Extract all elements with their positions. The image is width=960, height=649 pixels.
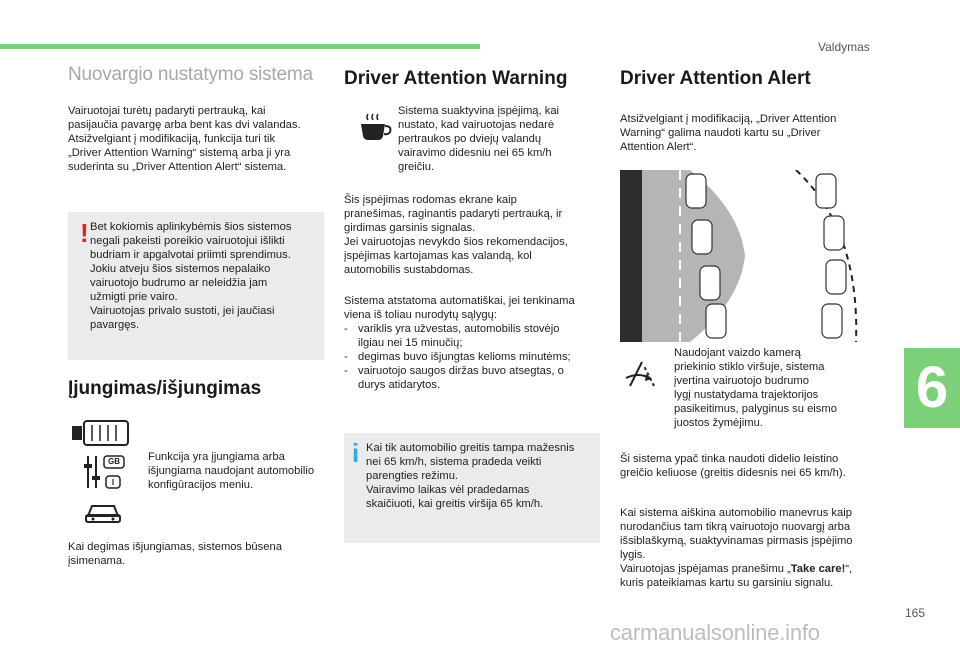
high-speed-suitability-text: Ši sistema ypač tinka naudoti didelio leistino greičio keliuose (greitis didesnis nei 65 km/h). bbox=[620, 453, 846, 479]
page-title-fatigue-detection: Nuovargio nustatymo sistema bbox=[68, 64, 313, 85]
section-header: Valdymas bbox=[818, 40, 870, 54]
camera-assessment-text: Naudojant vaizdo kamerą priekinio stiklo viršuje, sistema įvertina vairuotojo budrumo lygį nustatydama trajektorijos pasikeitimus, palyginus su eismo juostos žymėjimu. bbox=[674, 347, 837, 429]
ignition-memory-text: Kai degimas išjungiamas, sistemos būsena įsimenama. bbox=[68, 541, 282, 567]
car-icon bbox=[84, 498, 122, 526]
condition-bullet: - bbox=[344, 323, 348, 335]
warning-icon: ! bbox=[80, 218, 89, 248]
info-text: Kai tik automobilio greitis tampa mažesnis nei 65 km/h, sistema pradeda veikti parengties režimu. Vairavimo laikas vėl pradedamas skaičiuoti, kai greitis viršija 65 km/h. bbox=[366, 442, 575, 510]
activation-heading: Įjungimas/išjungimas bbox=[68, 378, 262, 399]
warning-display-text: Šis įspėjimas rodomas ekrane kaip pranešimas, raginantis padaryti pertrauką, ir girdimas garsinis signalas. Jei vairuotojas nevykdo šios rekomendacijos, įspėjimas kartojamas kas valandą, kol automobilis sustabdomas. bbox=[344, 194, 568, 276]
driver-attention-warning-heading: Driver Attention Warning bbox=[344, 68, 568, 89]
i-label: I bbox=[111, 478, 115, 487]
chapter-tab: 6 bbox=[904, 348, 960, 428]
warning-text: Bet kokiomis aplinkybėmis šios sistemos negali pakeisti poreikio vairuotojui išlikti budriam ir apgalvotai priimti sprendimus. Jokiu atveju šios sistemos nepalaiko vairuotojo budrumo ar neleidžia jam užmigti prie vairo. Vairuotojas privalo sustoti, jei jaučiasi pavargęs. bbox=[90, 221, 292, 331]
driver-attention-alert-heading: Driver Attention Alert bbox=[620, 68, 811, 89]
gb-label: GB bbox=[108, 457, 120, 466]
lane-camera-icon bbox=[624, 358, 660, 390]
page-number: 165 bbox=[905, 606, 926, 620]
watermark: carmanualsonline.info bbox=[610, 620, 820, 645]
screen-menu-icon bbox=[70, 418, 132, 448]
top-accent-bar bbox=[0, 44, 480, 49]
condition-bullet: - bbox=[344, 365, 348, 377]
take-care-message: Take care! bbox=[790, 563, 846, 575]
info-icon: i bbox=[352, 438, 360, 468]
warning-activation-text: Sistema suaktyvina įspėjimą, kai nustato, kad vairuotojas nedarė pertraukos po dviejų valandų vairavimo didesniu nei 65 km/h greičiu. bbox=[398, 105, 560, 173]
reset-conditions-intro: Sistema atstatoma automatiškai, jei tenkinama viena iš toliau nurodytų sąlygų: bbox=[344, 295, 575, 321]
function-toggle-text: Funkcija yra įjungiama arba išjungiama naudojant automobilio konfigūracijos meniu. bbox=[148, 451, 315, 491]
condition-item: vairuotojo saugos diržas buvo atsegtas, o durys atidarytos. bbox=[358, 365, 564, 391]
condition-item: degimas buvo išjungtas kelioms minutėms; bbox=[358, 351, 571, 363]
alert-intro-text: Atsižvelgiant į modifikaciją, „Driver Attention Warning“ galima naudoti kartu su „Driver Attention Alert“. bbox=[620, 113, 837, 153]
condition-item: variklis yra užvestas, automobilis stovėjo ilgiau nei 15 minučių; bbox=[358, 323, 560, 349]
coffee-cup-icon bbox=[358, 112, 394, 144]
alert-level-text: Kai sistema aiškina automobilio manevrus kaip nurodančius tam tikrą vairuotojo nuovargį arba išsiblaškymą, suaktyvinamas pirmasis įspėjimo lygis. Vairuotojas įspėjamas pranešimu „Take care!“, kuris pateikiamas kartu su garsiniu signalu. bbox=[620, 507, 853, 589]
condition-bullet: - bbox=[344, 351, 348, 363]
intro-paragraph: Vairuotojai turėtų padaryti pertrauką, kai pasijaučia pavargę arba bent kas dvi valandas. Atsižvelgiant į modifikaciją, funkcija turi tik „Driver Attention Warning“ sistemą arba ji yra suderinta su „Driver Attention Alert“ sistema. bbox=[68, 105, 301, 173]
lane-trajectory-illustration bbox=[620, 170, 873, 342]
